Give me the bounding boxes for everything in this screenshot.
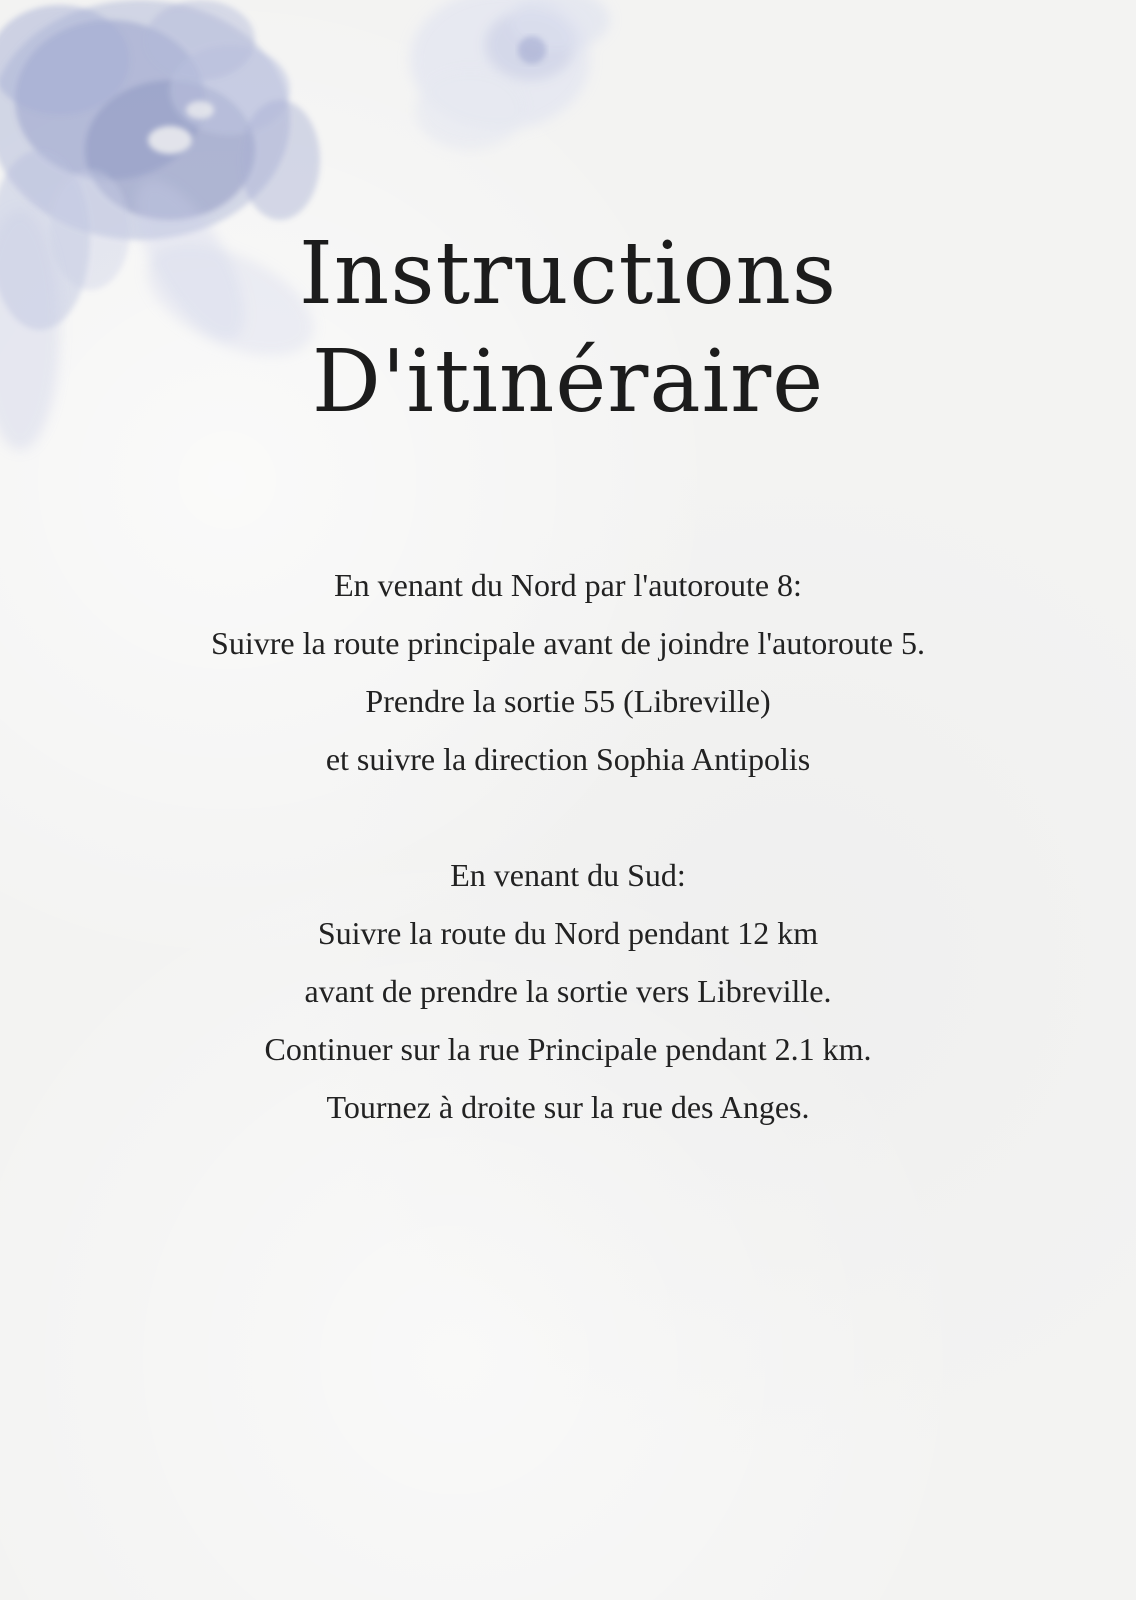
direction-line: Prendre la sortie 55 (Libreville): [365, 683, 771, 719]
direction-line: En venant du Nord par l'autoroute 8:: [334, 567, 802, 603]
direction-line: En venant du Sud:: [450, 857, 686, 893]
directions-text: [0, 556, 1136, 1136]
direction-line: Suivre la route du Nord pendant 12 km: [317, 915, 819, 951]
page-title: [0, 220, 1136, 436]
direction-line: Continuer sur la rue Principale pendant 2.1 km.: [264, 1031, 872, 1067]
north-directions-block: [0, 556, 1136, 788]
title-line-1: Instructions: [298, 224, 838, 324]
direction-line: Suivre la route principale avant de joindre l'autoroute 5.: [211, 625, 925, 661]
direction-line: avant de prendre la sortie vers Libreville.: [304, 973, 832, 1009]
south-directions-block: [0, 846, 1136, 1136]
title-line-2: D'itinéraire: [311, 332, 825, 432]
direction-line: Tournez à droite sur la rue des Anges.: [326, 1089, 810, 1125]
direction-line: et suivre la direction Sophia Antipolis: [325, 741, 811, 777]
